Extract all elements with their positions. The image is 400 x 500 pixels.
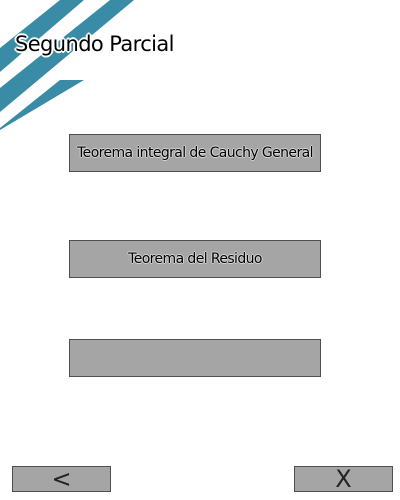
back-button[interactable] (12, 466, 111, 492)
empty-menu-button[interactable] (69, 339, 321, 377)
close-icon: X (335, 466, 352, 492)
back-arrow-icon: < (51, 466, 72, 492)
page-title: Segundo Parcial (15, 32, 174, 56)
close-button[interactable] (294, 466, 393, 492)
cauchy-general-button[interactable]: Teorema integral de Cauchy General (69, 134, 321, 172)
residue-theorem-button[interactable]: Teorema del Residuo (69, 240, 321, 278)
corner-stripes-decoration (0, 0, 140, 130)
